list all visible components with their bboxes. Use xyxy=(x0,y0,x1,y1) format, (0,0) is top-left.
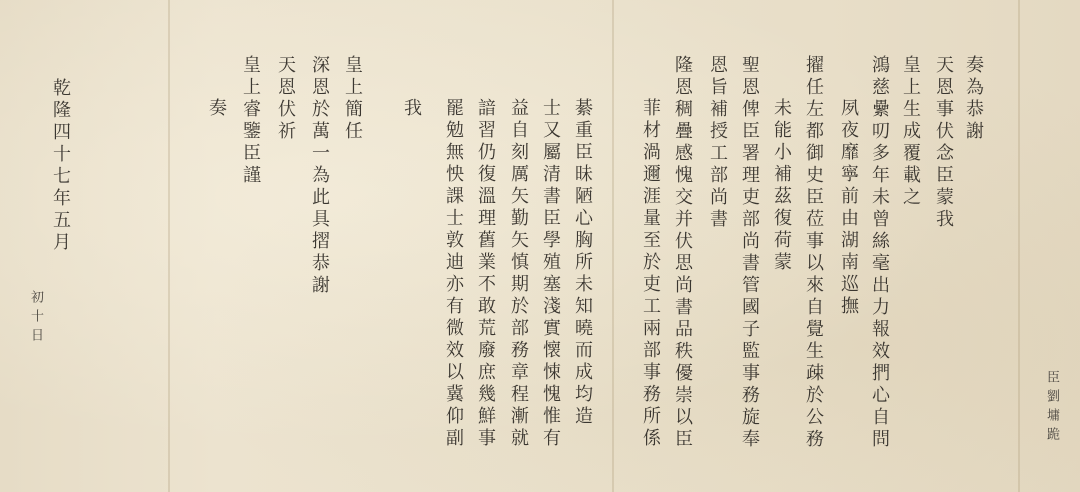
text-column: 皇上睿鑒臣謹 xyxy=(240,55,261,187)
paper-seam xyxy=(168,0,170,492)
text-column: 隆恩稠疊感愧交并伏思尚書品秩優崇以臣 xyxy=(672,55,693,451)
text-column: 聖恩俾臣署理吏部尚書管國子監事務旋奉 xyxy=(739,55,760,451)
text-column: 奏為恭謝 xyxy=(963,55,984,143)
text-column: 夙夜靡寧前由湖南巡撫 xyxy=(838,98,859,318)
text-column: 擢任左都御史臣莅事以來自覺生疎於公務 xyxy=(803,55,824,451)
date-day: 初十日 xyxy=(28,290,43,347)
text-column: 天恩伏祈 xyxy=(275,55,296,143)
text-column: 罷勉無怏課士敦迪亦有微效以冀仰副 xyxy=(443,98,464,450)
text-column: 皇上簡任 xyxy=(342,55,363,143)
text-column: 天恩事伏念臣蒙我 xyxy=(933,55,954,231)
text-column: 恩旨補授工部尚書 xyxy=(707,55,728,231)
date-line: 乾隆四十七年五月 xyxy=(50,78,71,254)
paper-seam xyxy=(1018,0,1020,492)
official-signature: 臣劉墉跪 xyxy=(1044,370,1059,446)
text-column: 我 xyxy=(401,98,422,120)
text-column: 未能小補茲復荷蒙 xyxy=(771,98,792,274)
text-column: 益自刻厲矢勤矢慎期於部務章程漸就 xyxy=(508,98,529,450)
text-column: 皇上生成覆載之 xyxy=(900,55,921,209)
text-column: 奏 xyxy=(206,98,227,120)
text-column: 菲材渦邇涯量至於吏工兩部事務所係 xyxy=(640,98,661,450)
text-column: 士又屬清書臣學殖塞淺實懐悚愧惟有 xyxy=(540,98,561,450)
text-column: 鴻慈纍叨多年未曾絲毫出力報效捫心自問 xyxy=(869,55,890,451)
text-column: 諳習仍復溫理舊業不敢荒廢庶幾鮮事 xyxy=(475,98,496,450)
paper-seam xyxy=(612,0,614,492)
text-column: 深恩於萬一為此具摺恭謝 xyxy=(309,55,330,297)
text-column: 綦重臣昧陋心胸所未知曉而成均造 xyxy=(572,98,593,428)
